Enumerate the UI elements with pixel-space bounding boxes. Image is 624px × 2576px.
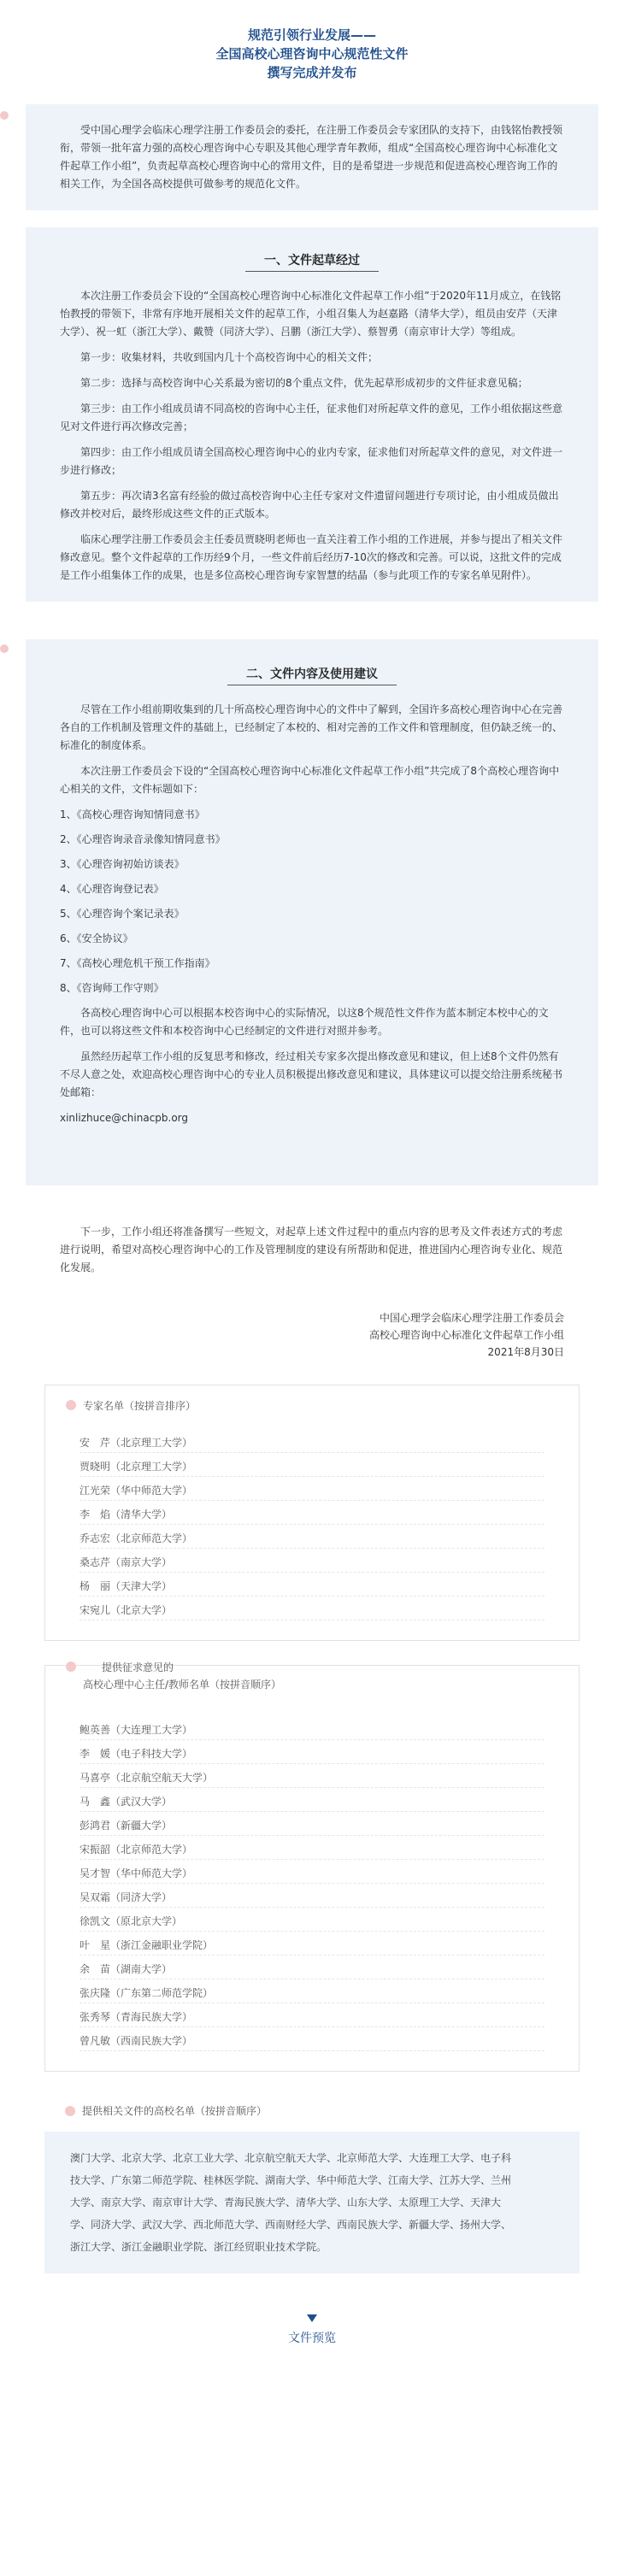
signature-line: 2021年8月30日 — [487, 1346, 564, 1358]
list-item: 马喜亭（北京航空航天大学） — [79, 1768, 545, 1788]
institutions-panel — [44, 2132, 580, 2273]
decor-dot — [66, 1400, 76, 1410]
body-paragraph: 本次注册工作委员会下设的“全国高校心理咨询中心标准化文件起草工作小组”共完成了8个高校心理咨询中心相关的文件，文件标题如下： — [60, 765, 560, 795]
list-item: 彭鸿君（新疆大学） — [79, 1816, 545, 1836]
signature-line: 中国心理学会临床心理学注册工作委员会 — [379, 1312, 564, 1324]
title-line: 全国高校心理咨询中心规范性文件 — [215, 46, 409, 62]
signature-line: 高校心理咨询中心标准化文件起草工作小组 — [368, 1329, 564, 1341]
list-item: 贾晓明（北京理工大学） — [79, 1457, 545, 1477]
card-title: 专家名单（按拼音排序） — [83, 1400, 197, 1412]
file-preview-link[interactable] — [0, 2314, 624, 2346]
body-paragraph: 本次注册工作委员会下设的“全国高校心理咨询中心标准化文件起草工作小组”于2020年11月成立，在钱铭怡教授的带领下，非常有序地开展相关文件的起草工作，小组召集人为赵嘉路（清华大学），组员由安芹（天津大学）、祝一虹（浙江大学）、戴赞（同济大学）、吕鹏（浙江大学）、蔡智勇（南京审计大学）等组成。 — [60, 290, 562, 338]
article-title — [0, 0, 624, 82]
card-header — [44, 2094, 580, 2132]
card-header — [66, 1397, 196, 1414]
institution-line: 澳门大学、北京大学、北京工业大学、北京航空航天大学、北京师范大学、大连理工大学、电子科 — [70, 2152, 512, 2164]
expert-list — [45, 1433, 579, 1620]
title-line: 规范引领行业发展—— — [247, 27, 376, 43]
footer-label: 文件预览 — [288, 2332, 336, 2345]
step-paragraph: 第二步：选择与高校咨询中心关系最为密切的8个重点文件，优先起草形成初步的文件征求意见稿； — [80, 377, 528, 389]
list-item: 徐凯文（原北京大学） — [79, 1912, 545, 1932]
list-item: 宋宛儿（北京大学） — [79, 1601, 545, 1620]
list-item: 李 媛（电子科技大学） — [79, 1744, 545, 1764]
section-usage-panel — [26, 639, 598, 1185]
section-title: 一、文件起草经过 — [60, 251, 564, 272]
list-item: 李 焰（清华大学） — [79, 1505, 545, 1525]
doc-list-item: 6、《安全协议》 — [60, 932, 133, 944]
card-title-line: 提供征求意见的 — [102, 1661, 174, 1673]
card-title: 提供相关文件的高校名单（按拼音顺序） — [82, 2105, 268, 2117]
list-item: 吴双霜（同济大学） — [79, 1888, 545, 1908]
list-item: 桑志芹（南京大学） — [79, 1553, 545, 1573]
list-item: 江光荣（华中师范大学） — [79, 1481, 545, 1501]
intro-paragraph: 受中国心理学会临床心理学注册工作委员会的委托，在注册工作委员会专家团队的支持下，由钱铭怡教授领衔，带领一批年富力强的高校心理咨询中心专职及其他心理学青年教师，组成“全国高校心理咨询中心标准化文件起草工作小组”，负责起草高校心理咨询中心的常用文件，目的是希望进一步规范和促进高校心理咨询工作的相关工作，为全国各高校提供可做参考的规范化文件。 — [60, 124, 563, 190]
closing-paragraph: 下一步，工作小组还将准备撰写一些短文，对起草上述文件过程中的重点内容的思考及文件表述方式的考虑进行说明，希望对高校心理咨询中心的工作及管理制度的建设有所帮助和促进，推进国内心理咨询专业化、规范化发展。 — [60, 1226, 563, 1273]
directors-card — [44, 1661, 580, 2072]
signature — [0, 1309, 624, 1361]
decor-dot — [65, 2106, 75, 2116]
list-item: 曾凡敏（西南民族大学） — [79, 2032, 545, 2051]
institution-line: 学、同济大学、武汉大学、西北师范大学、西南财经大学、西南民族大学、新疆大学、扬州大学、 — [70, 2219, 512, 2231]
body-paragraph: 临床心理学注册工作委员会主任委员贾晓明老师也一直关注着工作小组的工作进展，并参与提出了相关文件修改意见。整个文件起草的工作历经9个月，一些文件前后经历7-10次的修改和完善。可以说，这批文件的完成是工作小组集体工作的成果，也是多位高校心理咨询专家智慧的结晶（参与此项工作的专家名单见附件）。 — [60, 533, 563, 581]
card-title-line: 高校心理中心主任/教师名单（按拼音顺序） — [83, 1679, 282, 1691]
decor-dot — [0, 644, 9, 653]
body-paragraph: 尽管在工作小组前期收集到的几十所高校心理咨询中心的文件中了解到，全国许多高校心理咨询中心在完善各自的工作机制及管理文件的基础上，已经制定了本校的、相对完善的工作文件和管理制度，但仍缺乏统一的、标准化的制度体系。 — [60, 703, 563, 751]
doc-list-item: 4、《心理咨询登记表》 — [60, 883, 164, 895]
doc-list-item: 3、《心理咨询初始访谈表》 — [60, 858, 185, 870]
body-paragraph: 虽然经历起草工作小组的反复思考和修改，经过相关专家多次提出修改意见和建议，但上述8个文件仍然有不尽人意之处，欢迎高校心理咨询中心的专业人员积极提出修改意见和建议，具体建议可以提交给注册系统秘书处邮箱： — [60, 1050, 563, 1098]
doc-list-item: 2、《心理咨询录音录像知情同意书》 — [60, 833, 226, 845]
body-paragraph: 各高校心理咨询中心可以根据本校咨询中心的实际情况，以这8个规范性文件作为蓝本制定本校中心的文件，也可以将这些文件和本校咨询中心已经制定的文件进行对照并参考。 — [60, 1007, 549, 1037]
step-paragraph: 第一步：收集材料，共收到国内几十个高校咨询中心的相关文件； — [80, 351, 379, 363]
decor-dot — [66, 1661, 76, 1672]
decor-dot — [0, 111, 9, 120]
step-paragraph: 第四步：由工作小组成员请全国高校心理咨询中心的业内专家，征求他们对所起草文件的意见，对文件进一步进行修改； — [60, 446, 563, 476]
list-item: 乔志宏（北京师范大学） — [79, 1529, 545, 1549]
doc-list-item: 1、《高校心理咨询知情同意书》 — [60, 809, 205, 820]
institution-line: 大学、南京大学、南京审计大学、青海民族大学、清华大学、山东大学、太原理工大学、天津大 — [70, 2197, 502, 2208]
contact-email[interactable]: xinlizhuce@chinacpb.org — [60, 1112, 189, 1124]
experts-card — [44, 1385, 580, 1641]
institution-line: 技大学、广东第二师范学院、桂林医学院、湖南大学、华中师范大学、江南大学、江苏大学、兰州 — [70, 2174, 512, 2186]
institution-line: 浙江大学、浙江金融职业学院、浙江经贸职业技术学院。 — [70, 2241, 327, 2253]
doc-list-item: 7、《高校心理危机干预工作指南》 — [60, 957, 215, 969]
list-item: 张秀琴（青海民族大学） — [79, 2008, 545, 2027]
list-item: 吴才智（华中师范大学） — [79, 1864, 545, 1884]
list-item: 张庆隆（广东第二师范学院） — [79, 1984, 545, 2003]
intro-panel — [26, 104, 598, 210]
arrow-down-icon — [307, 2314, 317, 2322]
list-item: 余 苗（湖南大学） — [79, 1960, 545, 1979]
doc-list-item: 5、《心理咨询个案记录表》 — [60, 908, 185, 920]
list-item: 鲍英善（大连理工大学） — [79, 1720, 545, 1740]
title-line: 撰写完成并发布 — [267, 65, 357, 80]
list-item: 杨 丽（天津大学） — [79, 1577, 545, 1597]
section-process-panel — [26, 227, 598, 602]
doc-list-item: 8、《咨询师工作守则》 — [60, 982, 164, 994]
card-header — [66, 1659, 281, 1693]
step-paragraph: 第三步：由工作小组成员请不同高校的咨询中心主任，征求他们对所起草文件的意见，工作小组依据这些意见对文件进行再次修改完善； — [60, 403, 563, 432]
list-item: 马 鑫（武汉大学） — [79, 1792, 545, 1812]
list-item: 宋振韶（北京师范大学） — [79, 1840, 545, 1860]
closing-block — [0, 1223, 624, 1277]
institutions-section — [44, 2094, 580, 2132]
card-title — [83, 1659, 281, 1693]
director-list — [45, 1720, 579, 2051]
list-item: 叶 星（浙江金融职业学院） — [79, 1936, 545, 1956]
section-title: 二、文件内容及使用建议 — [60, 665, 564, 685]
step-paragraph: 第五步：再次请3名富有经验的做过高校咨询中心主任专家对文件遗留问题进行专项讨论，由小组成员做出修改并校对后，最终形成这些文件的正式版本。 — [60, 490, 559, 520]
list-item: 安 芹（北京理工大学） — [79, 1433, 545, 1453]
